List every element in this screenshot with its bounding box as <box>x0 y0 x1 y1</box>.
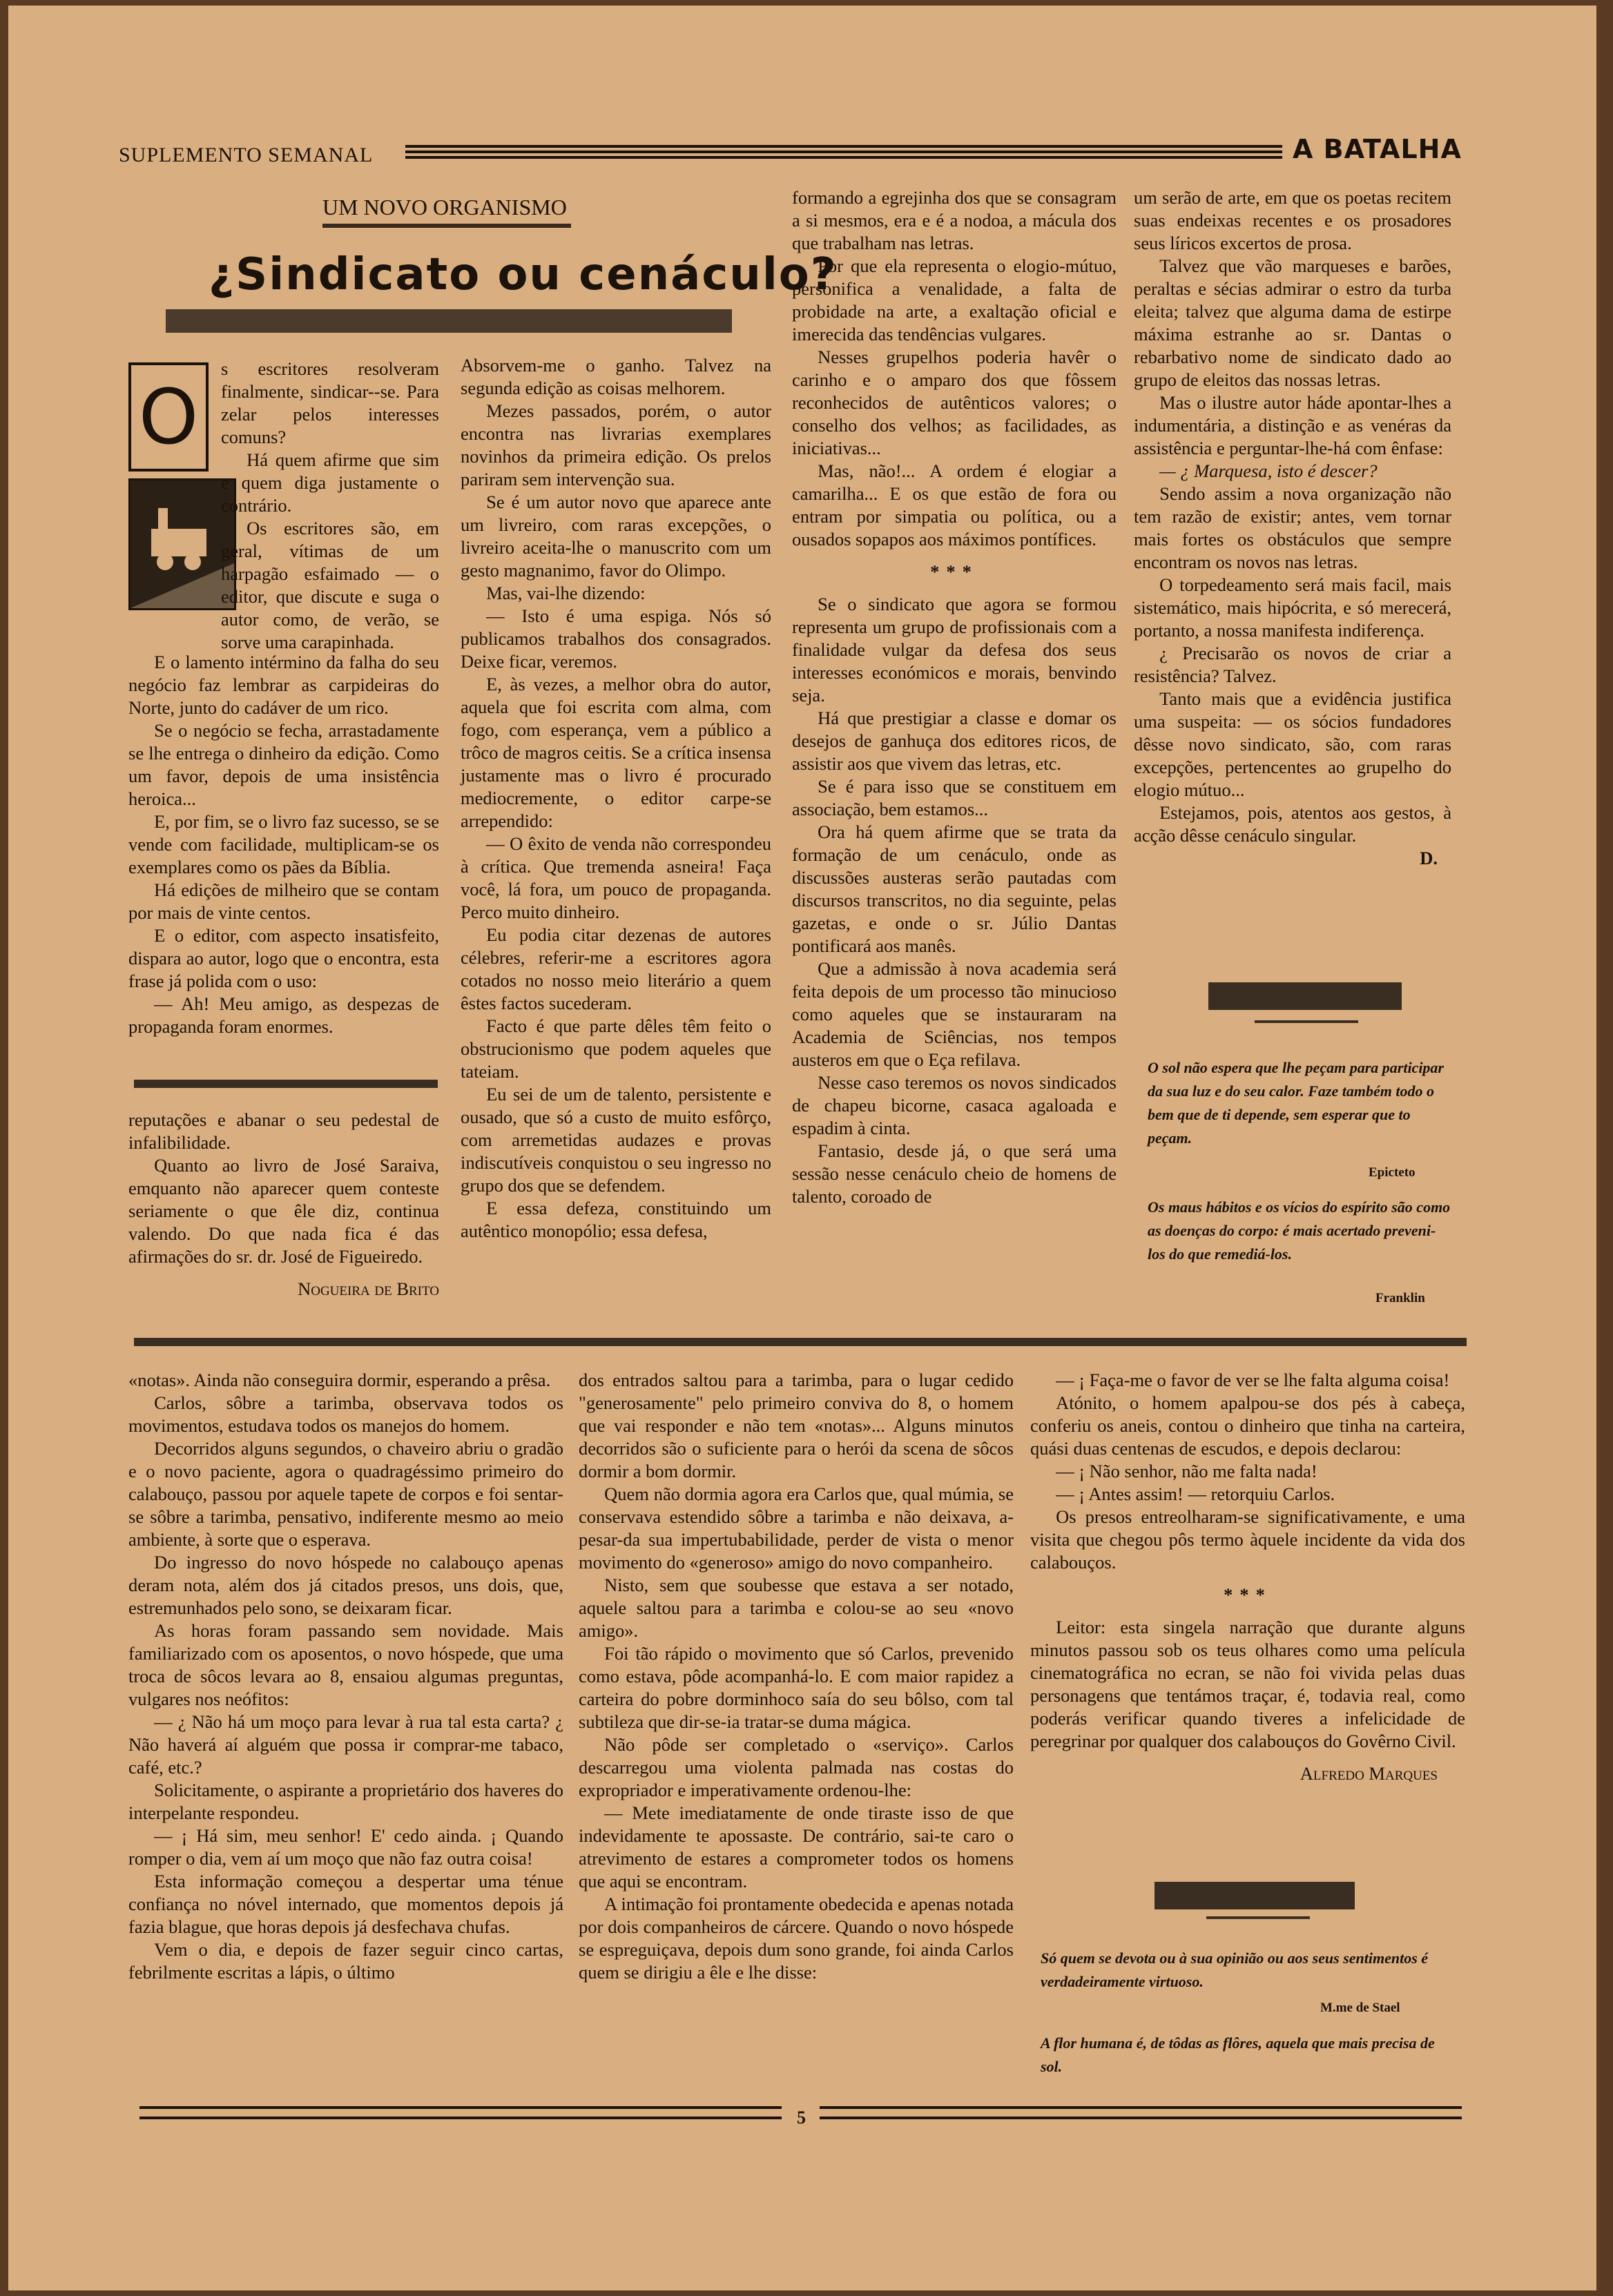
quote-stael: Só quem se devota ou à sua opinião ou aos seus sentimentos é verdadeiramente virtuoso. <box>1041 1949 1429 1990</box>
footer-rule <box>139 2106 782 2109</box>
article1-col1-top: s escritores resolveram finalmente, sindicar--se. Para zelar pelos interesses comuns? Há quem afirme que sim e quem diga justamente o contrário. Os escritores são, em geral, vítimas de um harpagão esfaimado — o editor, que discute e suga o autor como, de verão, se sorve uma carapinhada. <box>221 358 439 652</box>
article1-col1-tail: reputações e abanar o seu pedestal de infalibilidade. Quanto ao livro de José Saraiva, emquanto não aparecer quem conteste seriamente o que êle diz, continua valendo. Do que nada fica é das afirmações do sr. dr. José de Figueiredo. Nogueira de Brito <box>128 1109 439 1299</box>
ornament-block <box>1155 1882 1355 1909</box>
article2-col1: «notas». Ainda não conseguira dormir, esperando a prêsa. Carlos, sôbre a tarimba, observava todos os movimentos, estudava todos os manejos do homem. Decorridos alguns segundos, o chaveiro abriu o gradão e o novo paciente, agora o quadragéssimo primeiro do calabouço, passou por aquele tapete de corpos e foi sentar-se sôbre a tarimba, pensativo, indiferente mesmo ao meio ambiente, à sorte que o esperava. Do ingresso do novo hóspede no calabouço apenas deram nota, além dos já citados presos, uns dois, que, estremunhados pelo sono, se deixaram ficar. As horas foram passando sem novidade. Mais familiarizado com os aposentos, o novo hóspede, que uma troca de sôcos levara ao 8, ensaiou algumas preguntas, vulgares nos neófitos: — ¿ Não há um moço para levar à rua tal esta carta? ¿ Não haverá aí alguém que possa ir comprar-me tabaco, café, etc.? Solicitamente, o aspirante a proprietário dos haveres do interpelante respondeu. — ¡ Há sim, meu senhor! E' cedo ainda. ¡ Quando romper o dia, vem aí um moço que não faz outra coisa! Esta informação começou a despertar uma ténue confiança no nóvel internado, que momentos depois já fazia blague, que horas depois já desfechava chufas. Vem o dia, e depois de fazer seguir cinco cartas, febrilmente escritas a lápis, o último <box>128 1370 563 1983</box>
ornament-block <box>1208 982 1402 1010</box>
article1-signature-right: D. <box>1420 848 1438 868</box>
quote-author: Franklin <box>1375 1291 1425 1305</box>
quote-flor-humana: A flor humana é, de tôdas as flôres, aquela que mais precisa de sol. <box>1041 2034 1435 2075</box>
publication-title: A BATALHA <box>1293 134 1462 164</box>
header-rule <box>405 150 1282 153</box>
section-break: *** <box>1224 1584 1272 1605</box>
section-break: *** <box>930 561 978 582</box>
title-ornament-bar <box>166 309 732 333</box>
article1-col1: E o lamento intérmino da falha do seu negócio faz lembrar as carpideiras do Norte, junto do cadáver de um rico. Se o negócio se fecha, arrastadamente se lhe entrega o dinheiro da edição. Como um favor, depois de uma insistência heroica... E, por fim, se o livro faz sucesso, se se vende com facilidade, multiplicam-se os exemplares como os pães da Bíblia. Há edições de milheiro que se contam por mais de vinte centos. E o editor, com aspecto insatisfeito, dispara ao autor, logo que o encontra, esta frase já polida com o uso: — Ah! Meu amigo, as despezas de propaganda foram enormes. <box>128 652 439 1037</box>
horizontal-separator <box>134 1338 1467 1346</box>
footer-rule <box>820 2117 1462 2119</box>
header-rule <box>405 156 1282 159</box>
locomotive-illustration <box>128 478 236 610</box>
quote-author: M.me de Stael <box>1320 2001 1400 2015</box>
article-kicker: UM NOVO ORGANISMO <box>322 195 567 220</box>
ornament-rule <box>134 1080 438 1088</box>
ornament-rule <box>1255 1020 1358 1023</box>
drop-cap: O <box>128 362 209 471</box>
quote-epicteto: O sol não espera que lhe peçam para participar da sua luz e do seu calor. Faze também todo o bem que de ti depende, sem esperar que to peçam. <box>1148 1059 1444 1147</box>
ornament-rule <box>1206 1916 1310 1919</box>
footer-rule <box>139 2117 782 2119</box>
page-number: 5 <box>797 2108 806 2128</box>
article2-col2: dos entrados saltou para a tarimba, para o lugar cedido "generosamente" pelo primeiro conviva do 8, o homem que vai responder e não tem «notas»... Alguns minutos decorridos são o suficiente para o herói da scena de sôcos dormir a bom dormir. Quem não dormia agora era Carlos que, qual múmia, se conservava estendido sôbre a tarimba e não deixava, a-pesar-da sua impertubabilidade, perder de vista o menor movimento do «generoso» amigo do novo companheiro. Nisto, sem que soubesse que estava a ser notado, aquele saltou para a tarimba e colou-se ao seu «novo amigo». Foi tão rápido o movimento que só Carlos, prevenido como estava, pôde acompanhá-lo. E com maior rapidez a carteira do pobre dorminhoco saía do seu bôlso, com tal subtileza que dir-se-ia tratar-se duma mágica. Não pôde ser completado o «serviço». Carlos descarregou uma violenta palmada nas costas do expropriador e imperativamente ordenou-lhe: — Mete imediatamente de onde tiraste isso de que indevidamente te apossaste. De contrário, sai-te caro o atrevimento de estares a comprometer todos os homens que aqui se encontram. A intimação foi prontamente obedecida e apenas notada por dois companheiros de cárcere. Quando o novo hóspede se espreguiçava, depois dum sono grande, foi ainda Carlos quem se dirigiu a êle e lhe disse: <box>579 1370 1014 1983</box>
article1-signature-left: Nogueira de Brito <box>298 1278 439 1299</box>
quote-author: Epicteto <box>1369 1165 1416 1180</box>
article-title: ¿Sindicato ou cenáculo? <box>209 249 838 300</box>
header-rule <box>405 145 1282 148</box>
newspaper-page <box>8 6 1596 2290</box>
kicker-rule <box>322 224 571 228</box>
article1-col4: um serão de arte, em que os poetas recitem suas endeixas recentes e os prosadores seus líricos excertos de prosa. Talvez que vão marqueses e barões, peraltas e sécias admirar o estro da turba eleita; talvez que alguma dama de estirpe máxima estranhe ao sr. Dantas o rebarbativo nome de sindicato dado ao grupo de eleitos das nossas letras. Mas o ilustre autor háde apontar-lhes a indumentária, a distinção e as venéras da assistência e perguntar-lhe-há com ênfase: — ¿ Marquesa, isto é descer? Sendo assim a nova organização não tem razão de existir; antes, vem tornar mais fortes os obstáculos que sempre encontram os novos nas letras. O torpedeamento será mais facil, mais sistemático, mais hipócrita, e só merecerá, portanto, a nossa manifesta indiferença. ¿ Precisarão os novos de criar a resistência? Talvez. Tanto mais que a evidência justifica uma suspeita: — os sócios fundadores dêsse novo sindicato, são, com raras excepções, pertencentes ao grupelho do elogio mútuo... Estejamos, pois, atentos aos gestos, à acção dêsse cenáculo singular. D. <box>1134 187 1451 868</box>
section-title: SUPLEMENTO SEMANAL <box>119 144 374 166</box>
article2-signature: Alfredo Marques <box>1300 1763 1438 1784</box>
article1-col3: formando a egrejinha dos que se consagram a si mesmos, era e é a nodoa, a mácula dos que trabalham nas letras. Por que ela representa o elogio-mútuo, personifica a venalidade, a falta de probidade na arte, a exaltação oficial e imerecida das tendências vulgares. Nesses grupelhos poderia havêr o carinho e o amparo dos que fôssem reconhecidos de autênticos valores; o conselho dos velhos; as facilidades, as iniciativas... Mas, não!... A ordem é elogiar a camarilha... E os que estão de fora ou entram por simpatia ou política, ou a ousados sopapos aos máximos pontífices. *** Se o sindicato que agora se formou representa um grupo de profissionais com a finalidade vulgar da defesa dos seus interesses económicos e morais, benvindo seja. Há que prestigiar a classe e domar os desejos de ganhuça dos editores ricos, de assistir aos que vivem das letras, etc. Se é para isso que se constituem em associação, bem estamos... Ora há quem afirme que se trata da formação de um cenáculo, onde as discussões austeras serão pautadas com discursos transcritos, no dia seguinte, pelas gazetas, e onde o sr. Júlio Dantas pontificará aos manês. Que a admissão à nova academia será feita depois de um processo tão minucioso como aqueles que se instauraram na Academia de Sciências, nos tempos austeros em que o Eça refilava. Nesse caso teremos os novos sindicados de chapeu bicorne, casaca agaloada e espadim à cinta. Fantasio, desde já, o que será uma sessão nesse cenáculo cheio de homens de talento, coroado de <box>792 187 1117 1207</box>
article1-col2: Absorvem-me o ganho. Talvez na segunda edição as coisas melhorem. Mezes passados, porém, o autor encontra nas livrarias exemplares novinhos da primeira edição. Os prelos pariram sem intervenção sua. Se é um autor novo que aparece ante um livreiro, com raras excepções, o livreiro aceita-lhe o manuscrito com um gesto magnanimo, favor do Olimpo. Mas, vai-lhe dizendo: — Isto é uma espiga. Nós só publicamos trabalhos dos consagrados. Deixe ficar, veremos. E, às vezes, a melhor obra do autor, aquela que foi escrita com alma, com fogo, com esperança, vem a público a trôco de magros ceitis. Se a crítica insensa justamente mas o livro é procurado mediocremente, o editor carpe-se arrependido: — O êxito de venda não correspondeu à crítica. Que tremenda asneira! Faça você, lá fora, um pouco de propaganda. Perco muito dinheiro. Eu podia citar dezenas de autores célebres, referir-me a escritores agora cotados no nosso meio literário a quem êstes factos sucederam. Facto é que parte dêles têm feito o obstrucionismo que podem aqueles que tateiam. Eu sei de um de talento, persistente e ousado, que só a custo de muito esfôrço, com arremetidas audazes e provas indiscutíveis conquistou o seu ingresso no grupo dos que se defendem. E essa defeza, constituindo um autêntico monopólio; essa defesa, <box>461 355 771 1241</box>
footer-rule <box>820 2106 1462 2109</box>
quote-franklin: Os maus hábitos e os vícios do espírito são como as doenças do corpo: é mais acertado preveni-los do que remediá-los. <box>1148 1198 1451 1263</box>
article2-col3: — ¡ Faça-me o favor de ver se lhe falta alguma coisa! Atónito, o homem apalpou-se dos pés à cabeça, conferiu os aneis, contou o dinheiro que tinha na carteira, quási duas centenas de escudos, e depois declarou: — ¡ Não senhor, não me falta nada! — ¡ Antes assim! — retorquiu Carlos. Os presos entreolharam-se significativamente, e uma visita que chegou pôs termo àquele incidente da vida dos calabouços. *** Leitor: esta singela narração que durante alguns minutos passou sob os teus olhares como uma película cinematográfica no ecran, se não foi vivida pelas duas personagens que tentámos traçar, é, todavia real, como poderás verificar quando tiveres a infelicidade de peregrinar por qualquer dos calabouços do Govêrno Civil. Alfredo Marques <box>1030 1370 1465 1784</box>
